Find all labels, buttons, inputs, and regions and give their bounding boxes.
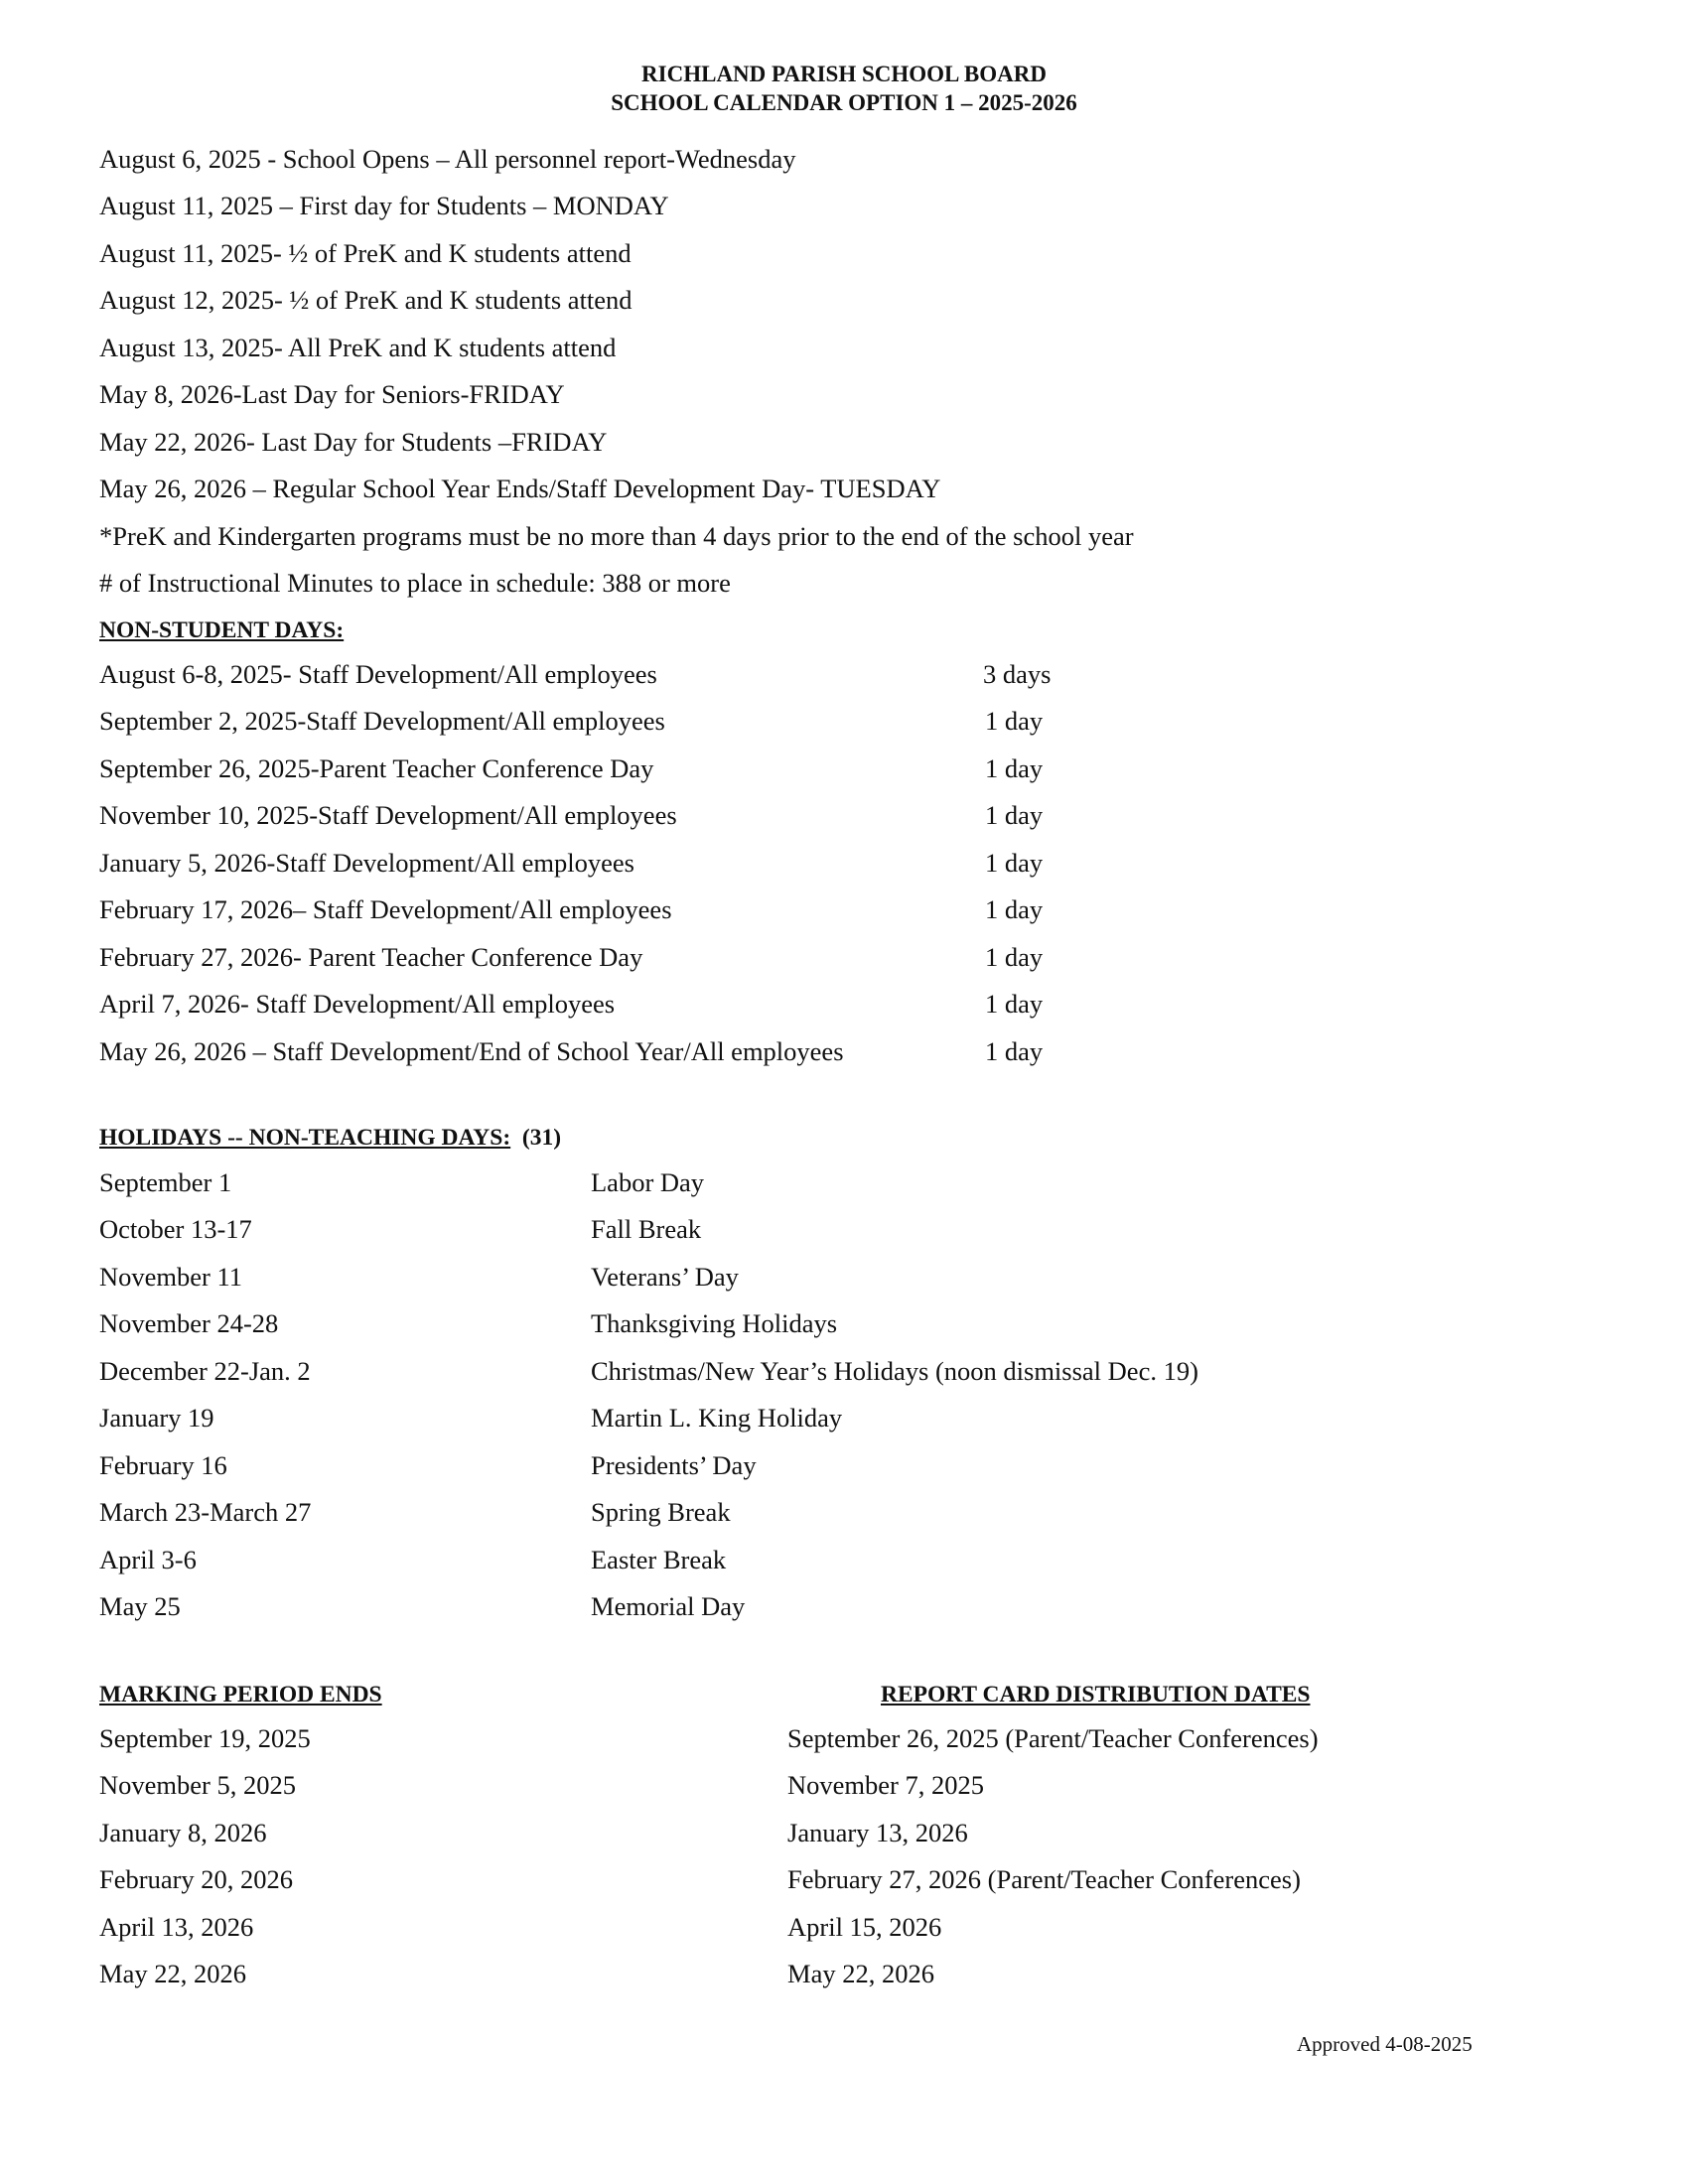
holiday-name: Fall Break — [591, 1214, 702, 1244]
non-student-days-count: 1 day — [985, 1036, 1044, 1066]
non-student-days-heading: NON-STUDENT DAYS: — [99, 617, 345, 643]
non-student-days-count: 1 day — [985, 989, 1044, 1019]
holiday-date: February 16 — [99, 1450, 227, 1480]
report-card-date: April 15, 2026 — [787, 1912, 942, 1942]
approval-note: Approved 4-08-2025 — [1297, 2032, 1473, 2056]
non-student-event: May 26, 2026 – Staff Development/End of School Year/All employees — [99, 1036, 844, 1066]
holiday-date: October 13-17 — [99, 1214, 252, 1244]
holiday-name: Labor Day — [591, 1167, 705, 1197]
holiday-date: April 3-6 — [99, 1545, 197, 1574]
non-student-days-count: 3 days — [983, 659, 1052, 689]
marking-period-end: September 19, 2025 — [99, 1723, 311, 1753]
marking-period-end: November 5, 2025 — [99, 1770, 296, 1800]
marking-period-end: February 20, 2026 — [99, 1864, 294, 1894]
marking-period-end: April 13, 2026 — [99, 1912, 254, 1942]
key-date-item: May 26, 2026 – Regular School Year Ends/Staff Development Day- TUESDAY — [99, 474, 941, 503]
holiday-date: November 11 — [99, 1262, 242, 1292]
holiday-date: September 1 — [99, 1167, 232, 1197]
key-date-item: August 13, 2025- All PreK and K students attend — [99, 333, 617, 362]
holiday-name: Spring Break — [591, 1497, 731, 1527]
key-date-item: August 12, 2025- ½ of PreK and K students attend — [99, 285, 633, 315]
holiday-date: March 23-March 27 — [99, 1497, 312, 1527]
non-student-days-count: 1 day — [985, 753, 1044, 783]
non-student-days-count: 1 day — [985, 942, 1044, 972]
holiday-name: Presidents’ Day — [591, 1450, 757, 1480]
non-student-days-count: 1 day — [985, 848, 1044, 878]
non-student-event: April 7, 2026- Staff Development/All employees — [99, 989, 616, 1019]
report-card-date: January 13, 2026 — [787, 1818, 968, 1847]
non-student-event: February 17, 2026– Staff Development/All employees — [99, 894, 672, 924]
holidays-heading-row — [99, 1125, 561, 1152]
marking-period-heading: MARKING PERIOD ENDS — [99, 1682, 382, 1707]
non-student-event: November 10, 2025-Staff Development/All employees — [99, 800, 677, 830]
non-student-days-count: 1 day — [985, 894, 1044, 924]
header-calendar-title: SCHOOL CALENDAR OPTION 1 – 2025-2026 — [611, 90, 1077, 115]
holiday-date: May 25 — [99, 1591, 181, 1621]
key-date-item: May 8, 2026-Last Day for Seniors-FRIDAY — [99, 379, 565, 409]
report-card-heading: REPORT CARD DISTRIBUTION DATES — [881, 1682, 1311, 1707]
holiday-name: Martin L. King Holiday — [591, 1403, 843, 1433]
non-student-event: September 26, 2025-Parent Teacher Conference Day — [99, 753, 654, 783]
header-school-board: RICHLAND PARISH SCHOOL BOARD — [641, 62, 1047, 86]
key-date-item: August 11, 2025- ½ of PreK and K students attend — [99, 238, 632, 268]
non-student-event: September 2, 2025-Staff Development/All employees — [99, 706, 665, 736]
report-card-date: November 7, 2025 — [787, 1770, 984, 1800]
holiday-name: Veterans’ Day — [591, 1262, 739, 1292]
holiday-name: Thanksgiving Holidays — [591, 1308, 838, 1338]
holiday-date: January 19 — [99, 1403, 214, 1433]
holiday-name: Easter Break — [591, 1545, 727, 1574]
key-date-item: August 11, 2025 – First day for Students – MONDAY — [99, 191, 669, 220]
prek-k-note: *PreK and Kindergarten programs must be no more than 4 days prior to the end of the school year — [99, 521, 1134, 551]
holidays-count: (31) — [521, 1125, 562, 1151]
non-student-event: August 6-8, 2025- Staff Development/All employees — [99, 659, 657, 689]
non-student-event: February 27, 2026- Parent Teacher Conference Day — [99, 942, 643, 972]
key-date-item: August 6, 2025 - School Opens – All personnel report-Wednesday — [99, 144, 796, 174]
holiday-name: Memorial Day — [591, 1591, 746, 1621]
key-date-item: May 22, 2026- Last Day for Students –FRIDAY — [99, 427, 608, 457]
non-student-days-count: 1 day — [985, 800, 1044, 830]
holidays-heading: HOLIDAYS -- NON-TEACHING DAYS: — [99, 1125, 511, 1151]
non-student-event: January 5, 2026-Staff Development/All employees — [99, 848, 634, 878]
instructional-minutes-note: # of Instructional Minutes to place in schedule: 388 or more — [99, 568, 731, 598]
holiday-name: Christmas/New Year’s Holidays (noon dismissal Dec. 19) — [591, 1356, 1198, 1386]
report-card-date: May 22, 2026 — [787, 1959, 934, 1988]
marking-period-end: January 8, 2026 — [99, 1818, 267, 1847]
holiday-date: November 24-28 — [99, 1308, 279, 1338]
non-student-days-count: 1 day — [985, 706, 1044, 736]
holiday-date: December 22-Jan. 2 — [99, 1356, 311, 1386]
report-card-date: February 27, 2026 (Parent/Teacher Conferences) — [787, 1864, 1301, 1894]
document-header — [0, 60, 1688, 117]
report-card-date: September 26, 2025 (Parent/Teacher Conferences) — [787, 1723, 1319, 1753]
marking-period-end: May 22, 2026 — [99, 1959, 246, 1988]
